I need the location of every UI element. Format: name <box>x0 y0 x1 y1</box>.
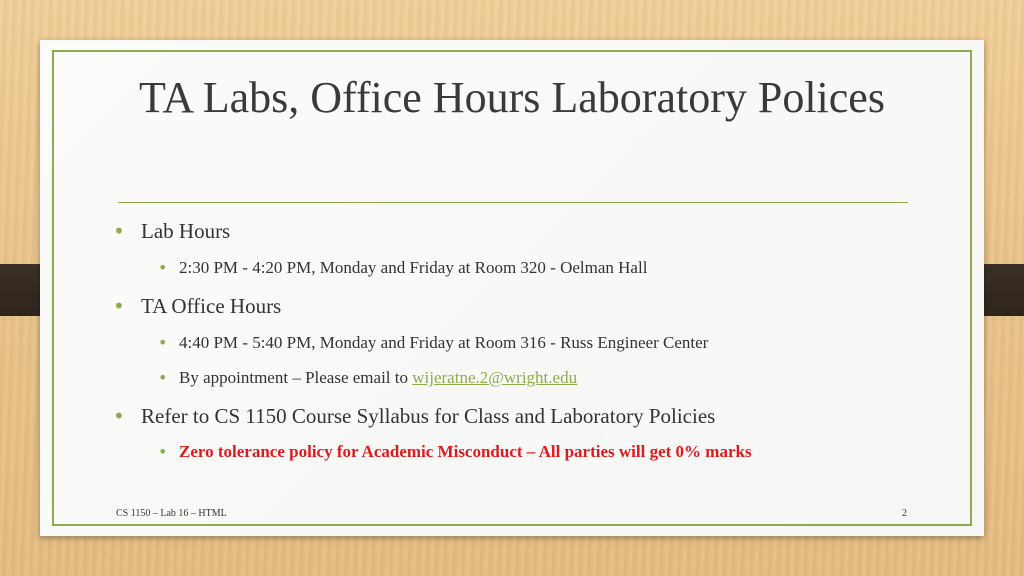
bullet-lab-hours: Lab Hours <box>141 219 231 243</box>
sub-bullet-appointment <box>179 368 577 388</box>
slide-title: TA Labs, Office Hours Laboratory Polices <box>139 73 885 122</box>
bullet-dot-icon: • <box>113 404 125 428</box>
email-link[interactable]: wijeratne.2@wright.edu <box>412 368 578 387</box>
page-number: 2 <box>902 508 907 519</box>
sub-bullet-lab-time: 2:30 PM - 4:20 PM, Monday and Friday at Room 320 - Oelman Hall <box>179 258 648 277</box>
sub-bullet-office-time: 4:40 PM - 5:40 PM, Monday and Friday at Room 316 - Russ Engineer Center <box>179 333 709 352</box>
sub-bullet-misconduct-policy: Zero tolerance policy for Academic Misconduct – All parties will get 0% marks <box>179 442 752 461</box>
footer-text: CS 1150 – Lab 16 – HTML <box>116 508 227 519</box>
bullet-syllabus: Refer to CS 1150 Course Syllabus for Class and Laboratory Policies <box>141 404 716 428</box>
title-divider <box>118 202 908 203</box>
bullet-dot-icon: • <box>158 368 168 387</box>
bullet-dot-icon: • <box>158 258 168 277</box>
bullet-dot-icon: • <box>113 219 125 243</box>
appointment-text: By appointment – Please email to <box>179 368 413 387</box>
bullet-ta-office-hours: TA Office Hours <box>141 294 282 318</box>
bullet-dot-icon: • <box>113 294 125 318</box>
bullet-dot-icon: • <box>158 333 168 352</box>
bullet-dot-icon: • <box>158 442 168 461</box>
